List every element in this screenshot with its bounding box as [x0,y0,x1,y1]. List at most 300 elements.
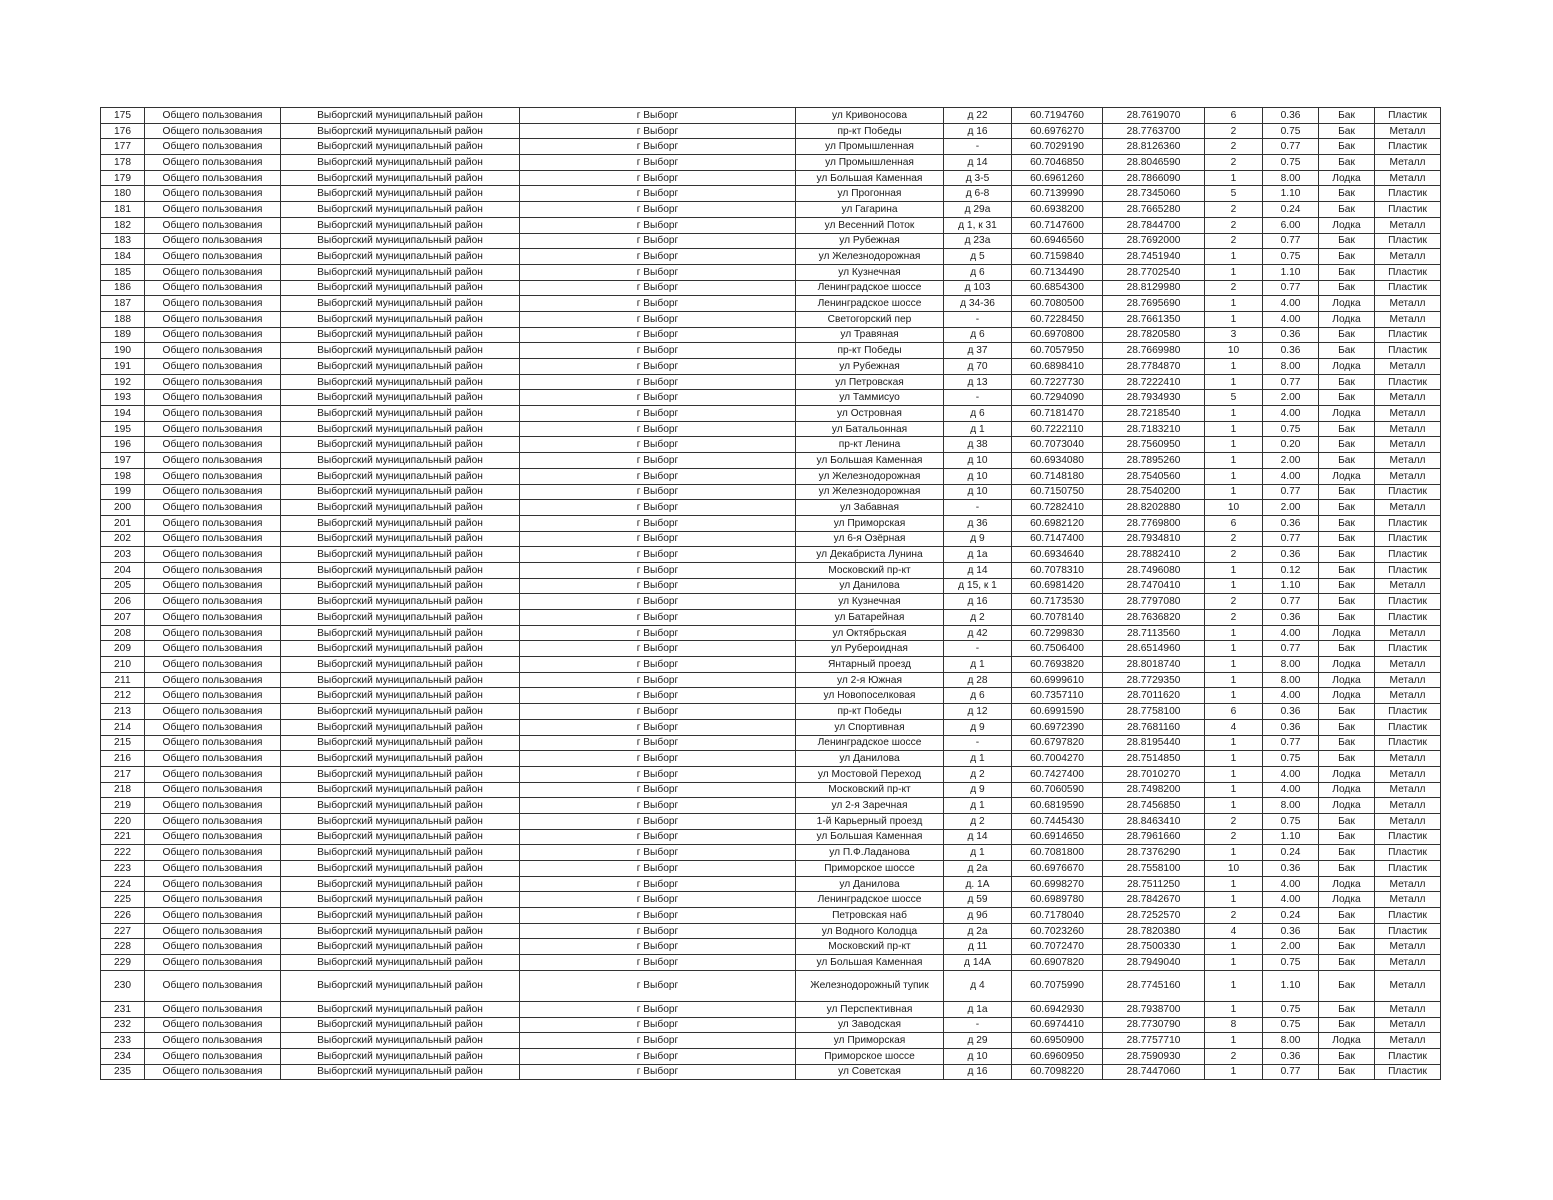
district-cell: Выборгский муниципальный район [281,186,520,202]
container-type-cell: Лодка [1319,625,1375,641]
latitude-cell: 60.6797820 [1012,735,1103,751]
container-count-cell: 1 [1205,578,1263,594]
street-cell: ул Кузнечная [796,264,944,280]
usage-type-cell: Общего пользования [145,359,281,375]
container-count-cell: 2 [1205,233,1263,249]
latitude-cell: 60.7139990 [1012,186,1103,202]
table-row [101,845,1441,861]
usage-type-cell: Общего пользования [145,657,281,673]
container-volume-cell: 4.00 [1263,892,1319,908]
city-cell: г Выборг [520,547,796,563]
usage-type-cell: Общего пользования [145,735,281,751]
container-type-cell: Лодка [1319,892,1375,908]
house-cell: д 1а [944,1001,1012,1017]
table-row [101,311,1441,327]
longitude-cell: 28.7451940 [1103,249,1205,265]
material-cell: Пластик [1375,515,1441,531]
longitude-cell: 28.7183210 [1103,421,1205,437]
latitude-cell: 60.7046850 [1012,155,1103,171]
container-count-cell: 2 [1205,123,1263,139]
table-row [101,610,1441,626]
row-number-cell: 195 [101,421,145,437]
latitude-cell: 60.7004270 [1012,751,1103,767]
container-volume-cell: 0.77 [1263,233,1319,249]
house-cell: д 1а [944,547,1012,563]
table-row [101,578,1441,594]
city-cell: г Выборг [520,594,796,610]
material-cell: Пластик [1375,562,1441,578]
material-cell: Пластик [1375,264,1441,280]
material-cell: Пластик [1375,861,1441,877]
material-cell: Металл [1375,170,1441,186]
container-volume-cell: 4.00 [1263,625,1319,641]
house-cell: д 6-8 [944,186,1012,202]
latitude-cell: 60.7173530 [1012,594,1103,610]
district-cell: Выборгский муниципальный район [281,766,520,782]
longitude-cell: 28.7500330 [1103,939,1205,955]
city-cell: г Выборг [520,625,796,641]
usage-type-cell: Общего пользования [145,311,281,327]
longitude-cell: 28.7011620 [1103,688,1205,704]
container-type-cell: Бак [1319,594,1375,610]
row-number-cell: 179 [101,170,145,186]
container-type-cell: Бак [1319,861,1375,877]
usage-type-cell: Общего пользования [145,233,281,249]
table-row [101,672,1441,688]
table-row [101,908,1441,924]
container-count-cell: 6 [1205,515,1263,531]
data-table [100,107,1441,1080]
longitude-cell: 28.7456850 [1103,798,1205,814]
table-row [101,390,1441,406]
district-cell: Выборгский муниципальный район [281,1048,520,1064]
container-count-cell: 1 [1205,374,1263,390]
street-cell: ул Рубероидная [796,641,944,657]
house-cell: д 22 [944,108,1012,124]
city-cell: г Выборг [520,1048,796,1064]
container-volume-cell: 0.36 [1263,108,1319,124]
row-number-cell: 202 [101,531,145,547]
street-cell: ул Железнодорожная [796,249,944,265]
table-row [101,1033,1441,1049]
container-type-cell: Бак [1319,813,1375,829]
table-row [101,751,1441,767]
longitude-cell: 28.7558100 [1103,861,1205,877]
latitude-cell: 60.6976670 [1012,861,1103,877]
table-row [101,327,1441,343]
district-cell: Выборгский муниципальный район [281,704,520,720]
district-cell: Выборгский муниципальный район [281,374,520,390]
container-count-cell: 4 [1205,923,1263,939]
container-volume-cell: 0.36 [1263,547,1319,563]
material-cell: Металл [1375,876,1441,892]
container-type-cell: Бак [1319,343,1375,359]
city-cell: г Выборг [520,327,796,343]
usage-type-cell: Общего пользования [145,813,281,829]
container-type-cell: Бак [1319,939,1375,955]
latitude-cell: 60.7098220 [1012,1064,1103,1080]
usage-type-cell: Общего пользования [145,970,281,1001]
container-type-cell: Бак [1319,421,1375,437]
material-cell: Пластик [1375,610,1441,626]
container-type-cell: Бак [1319,1017,1375,1033]
city-cell: г Выборг [520,939,796,955]
container-type-cell: Лодка [1319,170,1375,186]
longitude-cell: 28.8046590 [1103,155,1205,171]
container-type-cell: Лодка [1319,876,1375,892]
material-cell: Металл [1375,249,1441,265]
row-number-cell: 214 [101,719,145,735]
container-volume-cell: 0.77 [1263,139,1319,155]
latitude-cell: 60.6854300 [1012,280,1103,296]
usage-type-cell: Общего пользования [145,578,281,594]
usage-type-cell: Общего пользования [145,406,281,422]
material-cell: Металл [1375,1001,1441,1017]
longitude-cell: 28.7661350 [1103,311,1205,327]
container-count-cell: 1 [1205,845,1263,861]
container-count-cell: 6 [1205,108,1263,124]
row-number-cell: 197 [101,453,145,469]
row-number-cell: 196 [101,437,145,453]
row-number-cell: 215 [101,735,145,751]
container-count-cell: 1 [1205,406,1263,422]
longitude-cell: 28.8463410 [1103,813,1205,829]
district-cell: Выборгский муниципальный район [281,500,520,516]
container-volume-cell: 2.00 [1263,500,1319,516]
material-cell: Металл [1375,468,1441,484]
district-cell: Выборгский муниципальный район [281,108,520,124]
table-row [101,217,1441,233]
table-row [101,719,1441,735]
container-volume-cell: 0.75 [1263,249,1319,265]
usage-type-cell: Общего пользования [145,829,281,845]
container-type-cell: Бак [1319,374,1375,390]
container-type-cell: Бак [1319,500,1375,516]
city-cell: г Выборг [520,233,796,249]
city-cell: г Выборг [520,798,796,814]
container-count-cell: 1 [1205,798,1263,814]
material-cell: Пластик [1375,327,1441,343]
street-cell: Московский пр-кт [796,782,944,798]
longitude-cell: 28.7842670 [1103,892,1205,908]
container-volume-cell: 4.00 [1263,782,1319,798]
street-cell: Московский пр-кт [796,562,944,578]
street-cell: ул Новопоселковая [796,688,944,704]
material-cell: Металл [1375,500,1441,516]
material-cell: Металл [1375,359,1441,375]
district-cell: Выборгский муниципальный район [281,610,520,626]
city-cell: г Выборг [520,202,796,218]
container-type-cell: Бак [1319,390,1375,406]
house-cell: д 59 [944,892,1012,908]
container-volume-cell: 0.36 [1263,515,1319,531]
usage-type-cell: Общего пользования [145,594,281,610]
street-cell: ул Прогонная [796,186,944,202]
house-cell: д 9 [944,782,1012,798]
usage-type-cell: Общего пользования [145,562,281,578]
container-type-cell: Бак [1319,123,1375,139]
container-volume-cell: 0.77 [1263,484,1319,500]
container-volume-cell: 0.20 [1263,437,1319,453]
container-type-cell: Бак [1319,139,1375,155]
latitude-cell: 60.6972390 [1012,719,1103,735]
row-number-cell: 205 [101,578,145,594]
material-cell: Металл [1375,782,1441,798]
row-number-cell: 198 [101,468,145,484]
row-number-cell: 235 [101,1064,145,1080]
material-cell: Металл [1375,1017,1441,1033]
container-count-cell: 2 [1205,280,1263,296]
city-cell: г Выборг [520,139,796,155]
street-cell: Московский пр-кт [796,939,944,955]
street-cell: ул Советская [796,1064,944,1080]
city-cell: г Выборг [520,264,796,280]
latitude-cell: 60.6999610 [1012,672,1103,688]
city-cell: г Выборг [520,735,796,751]
container-type-cell: Бак [1319,515,1375,531]
house-cell: д 28 [944,672,1012,688]
container-count-cell: 1 [1205,1033,1263,1049]
house-cell: д 1 [944,845,1012,861]
longitude-cell: 28.7692000 [1103,233,1205,249]
table-row [101,1048,1441,1064]
latitude-cell: 60.7299830 [1012,625,1103,641]
latitude-cell: 60.6982120 [1012,515,1103,531]
container-type-cell: Бак [1319,955,1375,971]
usage-type-cell: Общего пользования [145,923,281,939]
longitude-cell: 28.7844700 [1103,217,1205,233]
usage-type-cell: Общего пользования [145,861,281,877]
table-row [101,829,1441,845]
latitude-cell: 60.6914650 [1012,829,1103,845]
district-cell: Выборгский муниципальный район [281,202,520,218]
row-number-cell: 181 [101,202,145,218]
table-row [101,1001,1441,1017]
table-row [101,359,1441,375]
row-number-cell: 228 [101,939,145,955]
street-cell: ул Островная [796,406,944,422]
street-cell: ул Октябрьская [796,625,944,641]
row-number-cell: 220 [101,813,145,829]
usage-type-cell: Общего пользования [145,1001,281,1017]
city-cell: г Выборг [520,468,796,484]
material-cell: Пластик [1375,343,1441,359]
longitude-cell: 28.7681160 [1103,719,1205,735]
table-row [101,280,1441,296]
container-count-cell: 2 [1205,547,1263,563]
usage-type-cell: Общего пользования [145,798,281,814]
longitude-cell: 28.7511250 [1103,876,1205,892]
container-count-cell: 1 [1205,437,1263,453]
house-cell: д 6 [944,406,1012,422]
usage-type-cell: Общего пользования [145,908,281,924]
container-volume-cell: 0.36 [1263,861,1319,877]
material-cell: Металл [1375,939,1441,955]
city-cell: г Выборг [520,610,796,626]
longitude-cell: 28.6514960 [1103,641,1205,657]
material-cell: Металл [1375,1033,1441,1049]
container-type-cell: Лодка [1319,688,1375,704]
row-number-cell: 184 [101,249,145,265]
longitude-cell: 28.7470410 [1103,578,1205,594]
longitude-cell: 28.7797080 [1103,594,1205,610]
material-cell: Пластик [1375,908,1441,924]
street-cell: ул Рубежная [796,233,944,249]
container-volume-cell: 0.36 [1263,1048,1319,1064]
container-count-cell: 1 [1205,421,1263,437]
street-cell: ул Травяная [796,327,944,343]
table-row [101,233,1441,249]
city-cell: г Выборг [520,782,796,798]
table-row [101,594,1441,610]
latitude-cell: 60.7029190 [1012,139,1103,155]
container-count-cell: 1 [1205,782,1263,798]
container-count-cell: 1 [1205,296,1263,312]
table-row [101,782,1441,798]
container-type-cell: Бак [1319,923,1375,939]
container-volume-cell: 1.10 [1263,970,1319,1001]
container-type-cell: Бак [1319,547,1375,563]
usage-type-cell: Общего пользования [145,955,281,971]
table-row [101,264,1441,280]
house-cell: д 6 [944,264,1012,280]
house-cell: д 23а [944,233,1012,249]
row-number-cell: 191 [101,359,145,375]
container-volume-cell: 8.00 [1263,359,1319,375]
table-row [101,876,1441,892]
city-cell: г Выборг [520,562,796,578]
latitude-cell: 60.6991590 [1012,704,1103,720]
latitude-cell: 60.7147600 [1012,217,1103,233]
row-number-cell: 193 [101,390,145,406]
street-cell: Приморское шоссе [796,861,944,877]
material-cell: Металл [1375,217,1441,233]
longitude-cell: 28.7252570 [1103,908,1205,924]
district-cell: Выборгский муниципальный район [281,406,520,422]
house-cell: д 16 [944,594,1012,610]
usage-type-cell: Общего пользования [145,327,281,343]
container-count-cell: 10 [1205,500,1263,516]
container-count-cell: 2 [1205,829,1263,845]
district-cell: Выборгский муниципальный район [281,782,520,798]
container-volume-cell: 1.10 [1263,186,1319,202]
row-number-cell: 232 [101,1017,145,1033]
usage-type-cell: Общего пользования [145,280,281,296]
container-volume-cell: 4.00 [1263,876,1319,892]
container-volume-cell: 0.75 [1263,955,1319,971]
longitude-cell: 28.7763700 [1103,123,1205,139]
latitude-cell: 60.6946560 [1012,233,1103,249]
material-cell: Пластик [1375,233,1441,249]
material-cell: Пластик [1375,484,1441,500]
material-cell: Металл [1375,453,1441,469]
table-row [101,562,1441,578]
table-row [101,374,1441,390]
district-cell: Выборгский муниципальный район [281,845,520,861]
material-cell: Пластик [1375,923,1441,939]
longitude-cell: 28.7820380 [1103,923,1205,939]
container-count-cell: 1 [1205,625,1263,641]
container-count-cell: 2 [1205,1048,1263,1064]
table-row [101,170,1441,186]
longitude-cell: 28.7514850 [1103,751,1205,767]
material-cell: Металл [1375,892,1441,908]
district-cell: Выборгский муниципальный район [281,390,520,406]
container-count-cell: 1 [1205,876,1263,892]
material-cell: Металл [1375,766,1441,782]
container-count-cell: 1 [1205,562,1263,578]
house-cell: д 14 [944,155,1012,171]
city-cell: г Выборг [520,704,796,720]
street-cell: ул Спортивная [796,719,944,735]
row-number-cell: 175 [101,108,145,124]
city-cell: г Выборг [520,829,796,845]
city-cell: г Выборг [520,1064,796,1080]
longitude-cell: 28.7757710 [1103,1033,1205,1049]
row-number-cell: 218 [101,782,145,798]
district-cell: Выборгский муниципальный район [281,249,520,265]
house-cell: д 16 [944,123,1012,139]
usage-type-cell: Общего пользования [145,625,281,641]
table-row [101,296,1441,312]
container-type-cell: Лодка [1319,798,1375,814]
container-type-cell: Бак [1319,704,1375,720]
material-cell: Металл [1375,813,1441,829]
usage-type-cell: Общего пользования [145,672,281,688]
house-cell: д 2а [944,861,1012,877]
container-count-cell: 1 [1205,264,1263,280]
row-number-cell: 231 [101,1001,145,1017]
district-cell: Выборгский муниципальный район [281,311,520,327]
row-number-cell: 178 [101,155,145,171]
container-volume-cell: 0.36 [1263,719,1319,735]
city-cell: г Выборг [520,923,796,939]
house-cell: - [944,641,1012,657]
container-volume-cell: 4.00 [1263,311,1319,327]
table-row [101,813,1441,829]
city-cell: г Выборг [520,845,796,861]
container-count-cell: 1 [1205,672,1263,688]
material-cell: Металл [1375,406,1441,422]
row-number-cell: 213 [101,704,145,720]
street-cell: ул Большая Каменная [796,829,944,845]
longitude-cell: 28.7665280 [1103,202,1205,218]
table-row [101,123,1441,139]
container-type-cell: Бак [1319,249,1375,265]
house-cell: - [944,311,1012,327]
city-cell: г Выборг [520,296,796,312]
row-number-cell: 226 [101,908,145,924]
city-cell: г Выборг [520,1017,796,1033]
city-cell: г Выборг [520,406,796,422]
usage-type-cell: Общего пользования [145,123,281,139]
latitude-cell: 60.7159840 [1012,249,1103,265]
table-row [101,1064,1441,1080]
container-count-cell: 1 [1205,641,1263,657]
city-cell: г Выборг [520,813,796,829]
container-type-cell: Бак [1319,719,1375,735]
row-number-cell: 206 [101,594,145,610]
container-type-cell: Лодка [1319,1033,1375,1049]
usage-type-cell: Общего пользования [145,343,281,359]
table-row [101,688,1441,704]
latitude-cell: 60.7178040 [1012,908,1103,924]
latitude-cell: 60.7148180 [1012,468,1103,484]
street-cell: ул Железнодорожная [796,484,944,500]
material-cell: Пластик [1375,1064,1441,1080]
district-cell: Выборгский муниципальный район [281,421,520,437]
city-cell: г Выборг [520,719,796,735]
